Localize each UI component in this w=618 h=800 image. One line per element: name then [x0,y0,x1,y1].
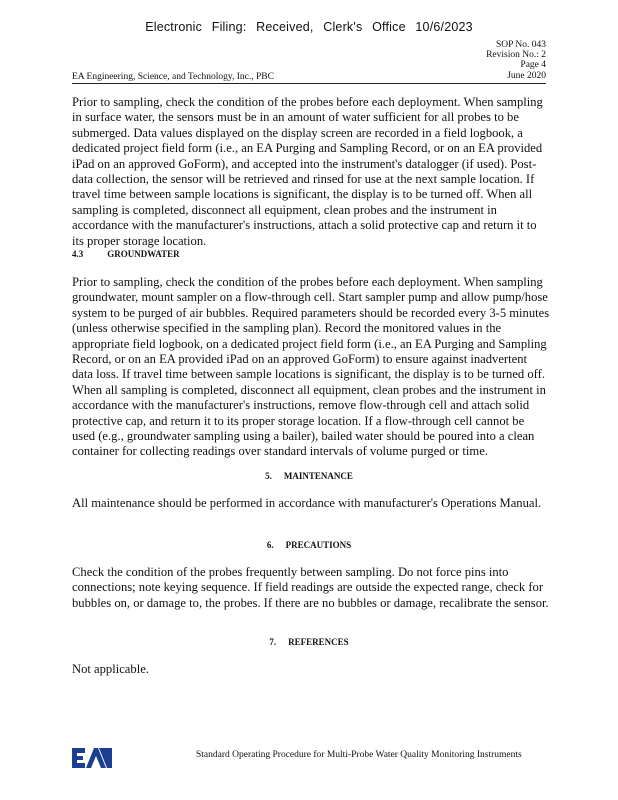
revision-date: June 2020 [507,71,546,81]
section-title: REFERENCES [288,637,349,647]
section-title: PRECAUTIONS [285,540,352,550]
precautions-paragraph: Check the condition of the probes frequently between sampling. Do not force pins into connections; note keying sequence. If field readings are outside the expected range, check for bubbles on, or damage to, the probes. If there are no bubbles or damage, recalibrate the sensor. [72,565,549,610]
footer-text: Standard Operating Procedure for Multi-Probe Water Quality Monitoring Instruments [196,750,522,760]
section-6-heading [0,540,618,550]
surface-water-paragraph: Prior to sampling, check the condition of the probes before each deployment. When sampling in surface water, the sensors must be in an amount of water sufficient for all probes to be submerged. Data values displayed on the display screen are recorded in a field logbook, a dedicated project field form (i.e., an EA Purging and Sampling Record, or on an EA provided iPad on an approved GoForm), and accepted into the instrument's datalogger (if used). Post-data collection, the sensor will be retrieved and rinsed for use at the next sample location. If travel time between sample locations is significant, the display is to be turned off. When all sampling is completed, disconnect all equipment, clean probes and the instrument in accordance with the manufacturer's instructions, attach a solid protective cap and return it to its proper storage location. [72,95,543,248]
sop-number: SOP No. 043 [495,40,546,50]
section-7-heading [0,637,618,647]
company-name: EA Engineering, Science, and Technology, Inc., PBC [72,72,274,82]
filing-stamp: Electronic Filing: Received, Clerk's Office 10/6/2023 [145,20,473,34]
header-rule [72,83,546,84]
maintenance-paragraph: All maintenance should be performed in accordance with manufacturer's Operations Manual. [72,496,542,510]
section-number: 6. [266,540,274,550]
section-number: 4.3 [72,249,84,259]
section-number: 7. [269,637,277,647]
section-title: MAINTENANCE [283,471,353,481]
revision-number: Revision No.: 2 [486,50,546,60]
section-title: GROUNDWATER [107,249,180,259]
groundwater-paragraph: Prior to sampling, check the condition of the probes before each deployment. When sampling groundwater, mount sampler on a flow-through cell. Start sampler pump and allow pump/hose system to be purged of air bubbles. Required parameters should be recorded every 3-5 minutes (unless otherwise specified in the sampling plan). Record the monitored values in the appropriate field logbook, on a dedicated project field form (i.e., an EA Purging and Sampling Record, or on an EA provided iPad on an approved GoForm) to ensure against inadvertent data loss. If travel time between sample locations is significant, the display is to be turned off. When all sampling is completed, disconnect all equipment, clean probes and the instrument in accordance with the manufacturer's instructions, remove flow-through cell and attach solid protective cap, and return it to its proper storage location. If a flow-through cell cannot be used (e.g., groundwater sampling using a bailer), bailed water should be poured into a clean container for collecting readings over standard intervals of volume purged or time. [72,275,550,459]
section-4-3-heading [72,249,180,259]
page-number: Page 4 [520,60,546,70]
references-paragraph: Not applicable. [72,662,149,676]
section-number: 5. [265,471,272,481]
section-5-heading [0,471,618,481]
ea-logo-icon [72,746,112,770]
